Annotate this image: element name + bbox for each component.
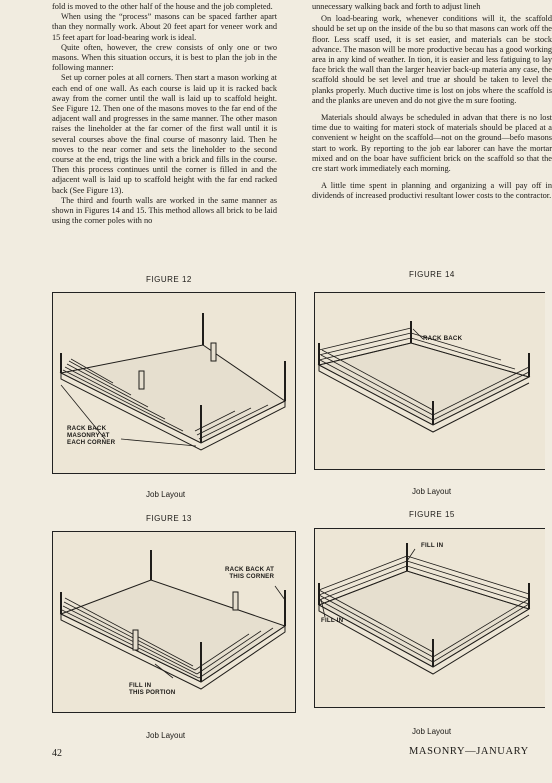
- figure-13-label-rack-back: RACK BACK AT THIS CORNER: [225, 566, 275, 581]
- figure-12-title: FIGURE 12: [146, 275, 192, 284]
- paragraph: Materials should always be scheduled in advan that there is no lost time due to waiting for materi stock of materials should be placed at a convenient w height on the scaffold—not on the ground—befo masons start to work. By reporting to the job ear laborer can have the mortar mixed and on the boar have sufficient brick on the scaffold so that the cre start work immediately each morning.: [312, 113, 552, 174]
- figure-14-panel: [314, 292, 545, 470]
- figure-15-drawing: [315, 529, 545, 707]
- figure-15-title: FIGURE 15: [409, 510, 455, 519]
- paragraph: unnecessary walking back and forth to adjust lineh: [312, 2, 481, 11]
- figure-13-title: FIGURE 13: [146, 514, 192, 523]
- paragraph: When using the “process” masons can be spaced farther apart than they normally work. About 20 feet apart for veneer work and 15 feet apart for load-bearing work is ideal.: [52, 12, 277, 42]
- figure-14-caption: Job Layout: [412, 487, 452, 496]
- figure-15-caption: Job Layout: [412, 727, 452, 736]
- paragraph: On load-bearing work, whenever conditions will it, the scaffold should be set up on the inside of the bu so that masons can work off the floor. Less scaff used, it is set easier, and materials can be stock advance. The mason will be more productive becau has a good working area in any kind of weather. In tion, it is easier and less fatiguing to lay face brick the wall than the larger heavier back-up materia any case, the scaffold should be set level and true ar should be taken to level the planks properly. Much ductive time is lost on jobs where the scaffold is and the planks are uneven and do not give the m sure footing.: [312, 14, 552, 105]
- paragraph: Quite often, however, the crew consists of only one or two masons. When this situation occurs, it is best to plan the job in the following manner:: [52, 42, 277, 73]
- paragraph: Set up corner poles at all corners. Then start a mason working at each end of one wall. As each course is laid up it is racked back away from the corner until the wall is laid up to scaffold height. See Figure 12. Then one of the masons moves to the far end of the adjacent wall and progresses in the same manner. The other mason raises the lineholder at the far corner of the first wall until it is several courses above the final course of masonry laid. Then he moves to the near corner and sets the lineholder to the second course at the end, trigs the line with a brick and fills in the course. Then this process continues until the corner is filled in and the adjacent wall is laid up to scaffold height with the far end racked back (See Figure 13).: [52, 73, 277, 195]
- left-text-column: [52, 2, 277, 226]
- figure-12-caption: Job Layout: [146, 490, 186, 499]
- paragraph: A little time spent in planning and organizing a will pay off in dividends of increased productivi resultant lower costs to the contractor.: [312, 181, 552, 201]
- figure-15-panel: [314, 528, 545, 708]
- running-head: MASONRY—JANUARY: [409, 746, 529, 757]
- paragraph: fold is moved to the other half of the house and the job completed.: [52, 2, 273, 11]
- figure-14-drawing: [315, 293, 545, 469]
- right-text-column: [312, 2, 552, 202]
- figure-15-label-fill-in-left: FILL IN: [321, 617, 344, 624]
- figure-13-label-fill-in: FILL IN THIS PORTION: [129, 682, 176, 697]
- figure-14-title: FIGURE 14: [409, 270, 455, 279]
- figure-14-label-rack-back: RACK BACK: [423, 335, 463, 342]
- paragraph: The third and fourth walls are worked in the same manner as shown in Figures 14 and 15. This method allows all brick to be laid using the corner poles with no: [52, 195, 277, 226]
- figure-13-caption: Job Layout: [146, 731, 186, 740]
- figure-12-panel: [52, 292, 296, 474]
- page-number: 42: [52, 748, 62, 759]
- figure-15-label-fill-in-top: FILL IN: [421, 542, 444, 549]
- figure-12-label: RACK BACK MASONRY AT EACH CORNER: [67, 425, 116, 447]
- figure-13-panel: [52, 531, 296, 713]
